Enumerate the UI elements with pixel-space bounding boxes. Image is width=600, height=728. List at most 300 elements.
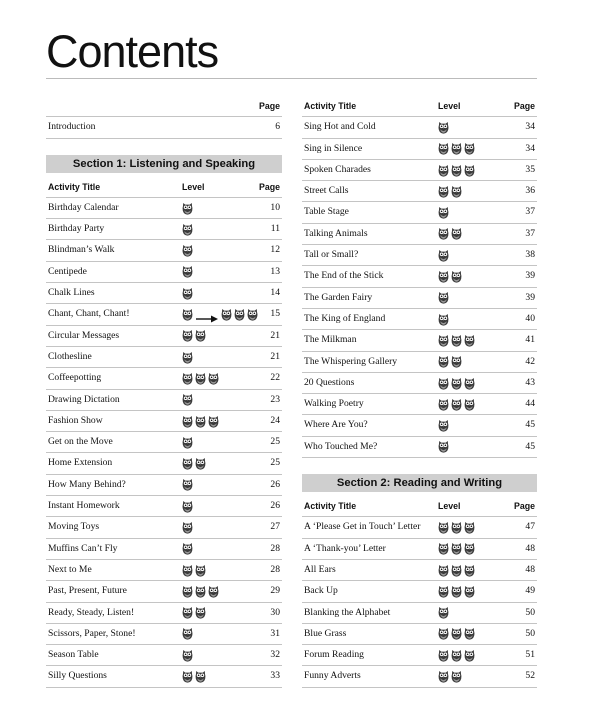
owl-icon bbox=[438, 249, 449, 262]
activity-list bbox=[302, 117, 537, 458]
owl-icon bbox=[182, 308, 193, 321]
activity-title: Sing in Silence bbox=[304, 142, 363, 154]
level-column-header: Level bbox=[182, 181, 205, 192]
activity-page-number: 45 bbox=[525, 440, 535, 452]
activity-row[interactable] bbox=[302, 603, 537, 624]
level-indicator bbox=[438, 437, 451, 457]
level-indicator bbox=[182, 198, 195, 218]
owl-icon bbox=[195, 457, 206, 470]
owl-icon bbox=[438, 670, 449, 683]
activity-row[interactable] bbox=[46, 283, 282, 304]
activity-row[interactable] bbox=[46, 624, 282, 645]
activity-row[interactable] bbox=[302, 415, 537, 436]
activity-column-header: Activity Title bbox=[304, 101, 357, 111]
activity-title: Fashion Show bbox=[48, 414, 103, 426]
level-indicator bbox=[438, 517, 477, 537]
activity-row[interactable] bbox=[302, 117, 537, 138]
owl-icon bbox=[221, 308, 232, 321]
owl-icon bbox=[182, 329, 193, 342]
activity-row[interactable] bbox=[302, 666, 537, 687]
section-heading: Section 1: Listening and Speaking bbox=[46, 155, 282, 173]
owl-icon bbox=[438, 521, 449, 534]
owl-icon bbox=[438, 419, 449, 432]
level-indicator bbox=[182, 368, 221, 388]
level-indicator bbox=[182, 390, 195, 410]
owl-icon bbox=[182, 649, 193, 662]
level-indicator bbox=[182, 581, 221, 601]
owl-icon bbox=[464, 542, 475, 555]
activity-title: Get on the Move bbox=[48, 436, 113, 448]
level-indicator bbox=[438, 139, 477, 159]
activity-row[interactable] bbox=[46, 219, 282, 240]
activity-title: Muffins Can’t Fly bbox=[48, 542, 118, 554]
level-indicator bbox=[182, 304, 260, 324]
activity-page-number: 25 bbox=[270, 457, 280, 469]
level-indicator bbox=[438, 352, 464, 372]
activity-title: Back Up bbox=[304, 585, 338, 597]
activity-row[interactable] bbox=[302, 309, 537, 330]
owl-icon bbox=[451, 270, 462, 283]
owl-icon bbox=[182, 670, 193, 683]
owl-icon bbox=[464, 564, 475, 577]
activity-row[interactable] bbox=[302, 224, 537, 245]
owl-icon bbox=[451, 185, 462, 198]
contents-column-right bbox=[302, 96, 537, 688]
activity-row[interactable] bbox=[302, 560, 537, 581]
owl-icon bbox=[182, 287, 193, 300]
owl-icon bbox=[182, 351, 193, 364]
activity-row[interactable] bbox=[46, 304, 282, 325]
column-header-row bbox=[302, 496, 537, 517]
level-indicator bbox=[182, 624, 195, 644]
level-indicator bbox=[438, 160, 477, 180]
owl-icon bbox=[438, 627, 449, 640]
level-indicator bbox=[438, 539, 477, 559]
owl-icon bbox=[195, 564, 206, 577]
activity-row[interactable] bbox=[46, 645, 282, 666]
activity-row[interactable] bbox=[46, 560, 282, 581]
activity-row[interactable] bbox=[302, 202, 537, 223]
arrow-right-icon bbox=[196, 311, 218, 319]
level-column-header: Level bbox=[438, 501, 461, 512]
activity-title: Instant Homework bbox=[48, 500, 120, 512]
activity-row[interactable] bbox=[46, 368, 282, 389]
activity-title: Walking Poetry bbox=[304, 398, 364, 410]
owl-icon bbox=[464, 334, 475, 347]
activity-title: Blindman’s Walk bbox=[48, 244, 115, 256]
owl-icon bbox=[438, 606, 449, 619]
activity-title: The Milkman bbox=[304, 334, 357, 346]
level-column-header: Level bbox=[438, 101, 461, 111]
activity-page-number: 12 bbox=[270, 244, 280, 256]
activity-page-number: 28 bbox=[270, 542, 280, 554]
activity-list bbox=[46, 198, 282, 688]
owl-icon bbox=[182, 521, 193, 534]
owl-icon bbox=[195, 329, 206, 342]
column-header-row bbox=[46, 177, 282, 198]
owl-icon bbox=[182, 585, 193, 598]
activity-page-number: 24 bbox=[270, 414, 280, 426]
activity-page-number: 21 bbox=[270, 329, 280, 341]
activity-page-number: 30 bbox=[270, 606, 280, 618]
activity-page-number: 39 bbox=[525, 291, 535, 303]
owl-icon bbox=[451, 355, 462, 368]
intro-row[interactable] bbox=[46, 117, 282, 138]
section-heading: Section 2: Reading and Writing bbox=[302, 474, 537, 492]
activity-title: The King of England bbox=[304, 312, 386, 324]
activity-title: The End of the Stick bbox=[304, 270, 384, 282]
activity-title: Circular Messages bbox=[48, 329, 120, 341]
owl-icon bbox=[464, 649, 475, 662]
column-header-row bbox=[302, 96, 537, 117]
activity-page-number: 41 bbox=[525, 334, 535, 346]
activity-title: Moving Toys bbox=[48, 521, 100, 533]
level-indicator bbox=[182, 666, 208, 686]
activity-row[interactable] bbox=[302, 266, 537, 287]
activity-row[interactable] bbox=[46, 517, 282, 538]
activity-title: 20 Questions bbox=[304, 376, 355, 388]
owl-icon bbox=[451, 670, 462, 683]
owl-icon bbox=[438, 291, 449, 304]
activity-title: Birthday Calendar bbox=[48, 201, 119, 213]
activity-row[interactable] bbox=[46, 496, 282, 517]
owl-icon bbox=[438, 270, 449, 283]
activity-page-number: 42 bbox=[525, 355, 535, 367]
activity-page-number: 48 bbox=[525, 563, 535, 575]
activity-row[interactable] bbox=[46, 539, 282, 560]
level-indicator bbox=[438, 603, 451, 623]
owl-icon bbox=[247, 308, 258, 321]
owl-icon bbox=[195, 606, 206, 619]
level-indicator bbox=[182, 603, 208, 623]
activity-row[interactable] bbox=[46, 262, 282, 283]
owl-icon bbox=[464, 377, 475, 390]
activity-title: Forum Reading bbox=[304, 649, 364, 661]
level-indicator bbox=[182, 326, 208, 346]
activity-row[interactable] bbox=[302, 330, 537, 351]
activity-title: Chant, Chant, Chant! bbox=[48, 308, 130, 320]
level-indicator bbox=[182, 475, 195, 495]
owl-icon bbox=[182, 542, 193, 555]
activity-title: Funny Adverts bbox=[304, 670, 361, 682]
activity-title: A ‘Please Get in Touch’ Letter bbox=[304, 521, 421, 533]
level-indicator bbox=[182, 347, 195, 367]
owl-icon bbox=[182, 436, 193, 449]
activity-title: Coffeepotting bbox=[48, 372, 102, 384]
owl-icon bbox=[195, 415, 206, 428]
activity-row[interactable] bbox=[46, 581, 282, 602]
level-indicator bbox=[438, 581, 477, 601]
page-column-header: Page bbox=[513, 101, 535, 111]
owl-icon bbox=[451, 627, 462, 640]
level-indicator bbox=[438, 560, 477, 580]
level-indicator bbox=[438, 202, 451, 222]
owl-icon bbox=[438, 185, 449, 198]
activity-title: Silly Questions bbox=[48, 670, 107, 682]
owl-icon bbox=[208, 372, 219, 385]
owl-icon bbox=[182, 564, 193, 577]
level-indicator bbox=[438, 224, 464, 244]
activity-page-number: 29 bbox=[270, 585, 280, 597]
activity-page-number: 40 bbox=[525, 312, 535, 324]
activity-page-number: 38 bbox=[525, 249, 535, 261]
owl-icon bbox=[438, 334, 449, 347]
activity-page-number: 10 bbox=[270, 201, 280, 213]
activity-row[interactable] bbox=[46, 240, 282, 261]
owl-icon bbox=[195, 585, 206, 598]
owl-icon bbox=[234, 308, 245, 321]
activity-title: Where Are You? bbox=[304, 419, 368, 431]
activity-page-number: 37 bbox=[525, 206, 535, 218]
level-indicator bbox=[182, 496, 195, 516]
owl-icon bbox=[438, 227, 449, 240]
activity-page-number: 39 bbox=[525, 270, 535, 282]
level-indicator bbox=[182, 283, 195, 303]
activity-page-number: 47 bbox=[525, 521, 535, 533]
owl-icon bbox=[438, 377, 449, 390]
activity-row[interactable] bbox=[46, 326, 282, 347]
level-indicator bbox=[438, 373, 477, 393]
activity-page-number: 33 bbox=[270, 670, 280, 682]
level-indicator bbox=[182, 219, 195, 239]
activity-title: Birthday Party bbox=[48, 223, 105, 235]
owl-icon bbox=[182, 457, 193, 470]
owl-icon bbox=[464, 521, 475, 534]
level-indicator bbox=[182, 411, 221, 431]
owl-icon bbox=[195, 372, 206, 385]
owl-icon bbox=[451, 564, 462, 577]
activity-page-number: 49 bbox=[525, 585, 535, 597]
owl-icon bbox=[182, 627, 193, 640]
activity-row[interactable] bbox=[302, 288, 537, 309]
owl-icon bbox=[464, 142, 475, 155]
column-header-row bbox=[46, 96, 282, 117]
activity-page-number: 25 bbox=[270, 436, 280, 448]
owl-icon bbox=[451, 142, 462, 155]
level-indicator bbox=[438, 645, 477, 665]
activity-row[interactable] bbox=[46, 390, 282, 411]
level-indicator bbox=[438, 288, 451, 308]
activity-page-number: 48 bbox=[525, 542, 535, 554]
owl-icon bbox=[438, 313, 449, 326]
activity-list bbox=[302, 517, 537, 687]
level-indicator bbox=[438, 666, 464, 686]
owl-icon bbox=[451, 164, 462, 177]
activity-page-number: 50 bbox=[525, 627, 535, 639]
activity-title: Chalk Lines bbox=[48, 287, 95, 299]
activity-row[interactable] bbox=[302, 352, 537, 373]
activity-page-number: 32 bbox=[270, 649, 280, 661]
owl-icon bbox=[438, 142, 449, 155]
owl-icon bbox=[182, 244, 193, 257]
owl-icon bbox=[182, 606, 193, 619]
owl-icon bbox=[451, 649, 462, 662]
activity-page-number: 14 bbox=[270, 287, 280, 299]
activity-page-number: 45 bbox=[525, 419, 535, 431]
activity-page-number: 37 bbox=[525, 227, 535, 239]
activity-title: Tall or Small? bbox=[304, 249, 359, 261]
activity-page-number: 11 bbox=[270, 223, 280, 235]
activity-page-number: 23 bbox=[270, 393, 280, 405]
level-indicator bbox=[182, 539, 195, 559]
level-indicator bbox=[438, 181, 464, 201]
activity-title: Sing Hot and Cold bbox=[304, 121, 376, 133]
owl-icon bbox=[451, 377, 462, 390]
page-column-header: Page bbox=[258, 181, 280, 192]
activity-title: A ‘Thank-you’ Letter bbox=[304, 542, 386, 554]
level-indicator bbox=[182, 645, 195, 665]
activity-row[interactable] bbox=[302, 517, 537, 538]
owl-icon bbox=[438, 398, 449, 411]
activity-column-header: Activity Title bbox=[304, 501, 357, 512]
activity-title: The Whispering Gallery bbox=[304, 355, 398, 367]
activity-page-number: 22 bbox=[270, 372, 280, 384]
activity-page-number: 36 bbox=[525, 185, 535, 197]
activity-title: Who Touched Me? bbox=[304, 440, 378, 452]
owl-icon bbox=[438, 649, 449, 662]
owl-icon bbox=[438, 206, 449, 219]
activity-row[interactable] bbox=[302, 139, 537, 160]
owl-icon bbox=[451, 585, 462, 598]
owl-icon bbox=[438, 164, 449, 177]
activity-title: Blanking the Alphabet bbox=[304, 606, 391, 618]
page-column-header: Page bbox=[513, 501, 535, 512]
owl-icon bbox=[464, 398, 475, 411]
activity-page-number: 35 bbox=[525, 163, 535, 175]
activity-title: Clothesline bbox=[48, 350, 92, 362]
activity-page-number: 28 bbox=[270, 563, 280, 575]
title-divider bbox=[46, 78, 537, 79]
level-indicator bbox=[438, 117, 451, 137]
activity-page-number: 51 bbox=[525, 649, 535, 661]
activity-title: Centipede bbox=[48, 265, 87, 277]
activity-title: Street Calls bbox=[304, 185, 349, 197]
activity-row[interactable] bbox=[302, 437, 537, 458]
level-indicator bbox=[438, 415, 451, 435]
activity-row[interactable] bbox=[46, 666, 282, 687]
activity-row[interactable] bbox=[302, 645, 537, 666]
level-indicator bbox=[182, 560, 208, 580]
level-indicator bbox=[438, 309, 451, 329]
activity-row[interactable] bbox=[302, 373, 537, 394]
owl-icon bbox=[464, 585, 475, 598]
activity-page-number: 13 bbox=[270, 265, 280, 277]
activity-row[interactable] bbox=[302, 394, 537, 415]
activity-row[interactable] bbox=[302, 624, 537, 645]
owl-icon bbox=[451, 542, 462, 555]
activity-row[interactable] bbox=[302, 181, 537, 202]
activity-row[interactable] bbox=[46, 411, 282, 432]
activity-page-number: 26 bbox=[270, 478, 280, 490]
activity-title: Blue Grass bbox=[304, 627, 347, 639]
activity-title: Ready, Steady, Listen! bbox=[48, 606, 135, 618]
activity-row[interactable] bbox=[46, 475, 282, 496]
owl-icon bbox=[438, 542, 449, 555]
owl-icon bbox=[208, 585, 219, 598]
activity-title: Drawing Dictation bbox=[48, 393, 120, 405]
page-column-header: Page bbox=[258, 101, 280, 111]
level-indicator bbox=[182, 453, 208, 473]
activity-page-number: 50 bbox=[525, 606, 535, 618]
level-indicator bbox=[182, 517, 195, 537]
activity-title: Table Stage bbox=[304, 206, 349, 218]
activity-row[interactable] bbox=[46, 347, 282, 368]
activity-title: Scissors, Paper, Stone! bbox=[48, 627, 136, 639]
activity-title: Next to Me bbox=[48, 563, 92, 575]
level-indicator bbox=[438, 330, 477, 350]
level-indicator bbox=[182, 240, 195, 260]
contents-column-left bbox=[46, 96, 282, 688]
owl-icon bbox=[464, 164, 475, 177]
activity-title: All Ears bbox=[304, 563, 336, 575]
owl-icon bbox=[182, 223, 193, 236]
activity-row[interactable] bbox=[46, 453, 282, 474]
activity-title: Talking Animals bbox=[304, 227, 368, 239]
owl-icon bbox=[438, 355, 449, 368]
owl-icon bbox=[195, 670, 206, 683]
activity-title: How Many Behind? bbox=[48, 478, 126, 490]
activity-title: Past, Present, Future bbox=[48, 585, 127, 597]
activity-title: The Garden Fairy bbox=[304, 291, 373, 303]
activity-row[interactable] bbox=[46, 198, 282, 219]
level-indicator bbox=[182, 262, 195, 282]
activity-page-number: 27 bbox=[270, 521, 280, 533]
activity-column-header: Activity Title bbox=[48, 181, 101, 192]
owl-icon bbox=[464, 627, 475, 640]
owl-icon bbox=[182, 500, 193, 513]
owl-icon bbox=[451, 521, 462, 534]
activity-row[interactable] bbox=[302, 581, 537, 602]
owl-icon bbox=[438, 121, 449, 134]
activity-page-number: 26 bbox=[270, 500, 280, 512]
level-indicator bbox=[438, 394, 477, 414]
activity-title: Spoken Charades bbox=[304, 163, 371, 175]
activity-title: Home Extension bbox=[48, 457, 113, 469]
owl-icon bbox=[182, 265, 193, 278]
owl-icon bbox=[451, 398, 462, 411]
owl-icon bbox=[182, 415, 193, 428]
activity-row[interactable] bbox=[302, 539, 537, 560]
owl-icon bbox=[208, 415, 219, 428]
activity-page-number: 52 bbox=[525, 670, 535, 682]
intro-page: 6 bbox=[275, 121, 280, 133]
activity-page-number: 34 bbox=[525, 121, 535, 133]
owl-icon bbox=[182, 372, 193, 385]
owl-icon bbox=[451, 334, 462, 347]
owl-icon bbox=[451, 227, 462, 240]
activity-row[interactable] bbox=[46, 603, 282, 624]
level-indicator bbox=[438, 245, 451, 265]
activity-page-number: 31 bbox=[270, 627, 280, 639]
owl-icon bbox=[438, 585, 449, 598]
level-indicator bbox=[438, 266, 464, 286]
activity-page-number: 43 bbox=[525, 376, 535, 388]
activity-row[interactable] bbox=[46, 432, 282, 453]
activity-row[interactable] bbox=[302, 160, 537, 181]
owl-icon bbox=[438, 564, 449, 577]
page-title: Contents bbox=[46, 26, 219, 77]
activity-page-number: 34 bbox=[525, 142, 535, 154]
intro-title: Introduction bbox=[48, 121, 96, 133]
owl-icon bbox=[182, 393, 193, 406]
owl-icon bbox=[438, 440, 449, 453]
level-indicator bbox=[182, 432, 195, 452]
activity-row[interactable] bbox=[302, 245, 537, 266]
activity-page-number: 21 bbox=[270, 350, 280, 362]
activity-title: Season Table bbox=[48, 649, 99, 661]
activity-page-number: 15 bbox=[270, 308, 280, 320]
level-indicator bbox=[438, 624, 477, 644]
